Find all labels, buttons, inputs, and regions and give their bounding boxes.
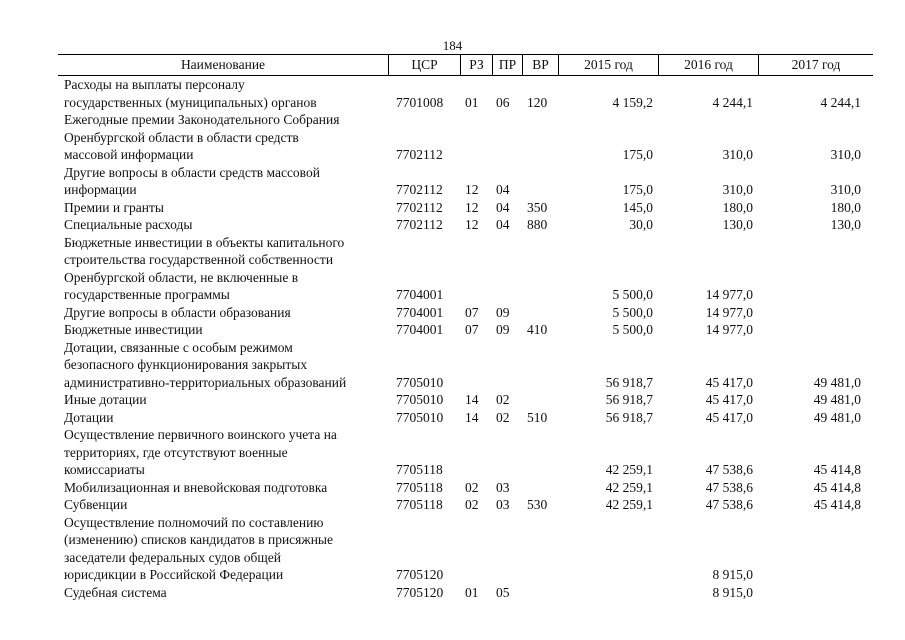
cell-y2016: 180,0 bbox=[722, 199, 753, 215]
cell-y2016: 8 915,0 bbox=[712, 567, 753, 582]
table-row bbox=[58, 234, 873, 304]
cell-rz: 02 bbox=[465, 479, 479, 495]
table-row bbox=[58, 321, 873, 339]
cell-y2016: 14 977,0 bbox=[705, 287, 753, 302]
row-name-line: Иные дотации bbox=[64, 392, 147, 407]
cell-vr: 880 bbox=[527, 217, 548, 232]
cell-csr: 7702112 bbox=[396, 147, 443, 162]
row-name bbox=[58, 111, 394, 164]
row-name-line: Специальные расходы bbox=[64, 217, 193, 232]
cell-y2015: 175,0 bbox=[622, 147, 653, 162]
cell-rz: 14 bbox=[465, 392, 479, 407]
row-name-line: массовой информации bbox=[64, 147, 194, 162]
row-name-line: Премии и гранты bbox=[64, 199, 164, 215]
cell-y2016: 47 538,6 bbox=[705, 497, 753, 512]
cell-pr: 03 bbox=[496, 479, 510, 495]
cell-pr: 04 bbox=[496, 182, 510, 197]
cell-y2016: 45 417,0 bbox=[705, 409, 753, 425]
row-name-line: Ежегодные премии Законодательного Собрания bbox=[64, 112, 340, 127]
cell-y2017: 49 481,0 bbox=[813, 374, 861, 390]
cell-y2016: 4 244,1 bbox=[712, 94, 753, 110]
cell-rz: 01 bbox=[465, 94, 479, 110]
cell-vr: 350 bbox=[527, 199, 548, 215]
row-name bbox=[58, 479, 394, 497]
row-name bbox=[58, 304, 394, 322]
row-name-line: Дотации, связанные с особым режимом bbox=[64, 339, 293, 355]
table-row bbox=[58, 409, 873, 427]
cell-csr: 7704001 bbox=[396, 287, 444, 302]
row-name-line: Бюджетные инвестиции bbox=[64, 322, 203, 337]
table-row bbox=[58, 164, 873, 199]
cell-y2016: 14 977,0 bbox=[705, 304, 753, 320]
row-name bbox=[58, 391, 394, 409]
row-name bbox=[58, 234, 394, 304]
cell-y2017: 45 414,8 bbox=[813, 462, 861, 477]
header-2016: 2016 год bbox=[658, 55, 758, 75]
row-name-line: Оренбургской области в области средств bbox=[64, 129, 299, 145]
row-name-line: административно-территориальных образований bbox=[64, 374, 347, 390]
cell-csr: 7705118 bbox=[396, 479, 443, 495]
table-header bbox=[58, 54, 873, 76]
row-name bbox=[58, 76, 394, 111]
row-name-line: безопасного функционирования закрытых bbox=[64, 357, 308, 372]
cell-rz: 07 bbox=[465, 304, 479, 320]
cell-csr: 7704001 bbox=[396, 304, 444, 320]
cell-y2015: 42 259,1 bbox=[605, 462, 653, 477]
cell-rz: 12 bbox=[465, 217, 479, 232]
cell-y2016: 45 417,0 bbox=[705, 392, 753, 407]
table-row bbox=[58, 76, 873, 111]
header-pr: ПР bbox=[492, 55, 522, 75]
cell-y2017: 310,0 bbox=[830, 147, 861, 162]
cell-y2016: 45 417,0 bbox=[705, 374, 753, 390]
cell-csr: 7702112 bbox=[396, 217, 443, 232]
cell-rz: 01 bbox=[465, 584, 479, 600]
table-row bbox=[58, 514, 873, 584]
header-2015: 2015 год bbox=[558, 55, 658, 75]
header-rz: РЗ bbox=[460, 55, 492, 75]
row-name-line: заседатели федеральных судов общей bbox=[64, 549, 281, 565]
cell-y2016: 130,0 bbox=[722, 217, 753, 232]
row-name-line: государственные программы bbox=[64, 287, 230, 302]
cell-y2015: 42 259,1 bbox=[605, 497, 653, 512]
cell-csr: 7701008 bbox=[396, 94, 444, 110]
row-name bbox=[58, 321, 394, 339]
row-name-line: комиссариаты bbox=[64, 462, 145, 477]
cell-csr: 7705120 bbox=[396, 584, 444, 600]
table-row bbox=[58, 111, 873, 164]
cell-y2016: 8 915,0 bbox=[712, 584, 753, 600]
cell-y2017: 49 481,0 bbox=[813, 409, 861, 425]
row-name-line: Субвенции bbox=[64, 497, 128, 512]
cell-pr: 05 bbox=[496, 584, 510, 600]
cell-pr: 09 bbox=[496, 322, 510, 337]
cell-csr: 7705010 bbox=[396, 374, 444, 390]
cell-rz: 12 bbox=[465, 182, 479, 197]
page-number: 184 bbox=[442, 38, 463, 53]
cell-pr: 09 bbox=[496, 304, 510, 320]
row-name-line: Другие вопросы в области средств массовой bbox=[64, 164, 320, 180]
row-name-line: Мобилизационная и вневойсковая подготовка bbox=[64, 479, 328, 495]
row-name-line: Бюджетные инвестиции в объекты капитального bbox=[64, 234, 345, 250]
cell-rz: 02 bbox=[465, 497, 479, 512]
row-name bbox=[58, 426, 394, 479]
cell-y2015: 56 918,7 bbox=[605, 374, 653, 390]
table-row bbox=[58, 216, 873, 234]
cell-y2017: 45 414,8 bbox=[813, 497, 861, 512]
budget-table bbox=[58, 54, 873, 601]
cell-csr: 7702112 bbox=[396, 182, 443, 197]
table-body bbox=[58, 76, 873, 601]
row-name-line: (изменению) списков кандидатов в присяжные bbox=[64, 532, 333, 547]
cell-pr: 02 bbox=[496, 392, 510, 407]
table-row bbox=[58, 304, 873, 322]
row-name-line: Осуществление полномочий по составлению bbox=[64, 514, 324, 530]
cell-y2015: 4 159,2 bbox=[612, 94, 653, 110]
row-name bbox=[58, 496, 394, 514]
row-name-line: государственных (муниципальных) органов bbox=[64, 94, 317, 110]
row-name-line: территориях, где отсутствуют военные bbox=[64, 444, 288, 460]
cell-csr: 7705120 bbox=[396, 567, 444, 582]
row-name-line: Другие вопросы в области образования bbox=[64, 304, 291, 320]
table-row bbox=[58, 496, 873, 514]
row-name bbox=[58, 199, 394, 217]
row-name bbox=[58, 514, 394, 584]
cell-y2015: 56 918,7 bbox=[605, 392, 653, 407]
table-row bbox=[58, 584, 873, 602]
cell-csr: 7705010 bbox=[396, 392, 444, 407]
cell-y2015: 175,0 bbox=[622, 182, 653, 197]
header-csr: ЦСР bbox=[388, 55, 460, 75]
cell-y2016: 47 538,6 bbox=[705, 462, 753, 477]
row-name-line: Дотации bbox=[64, 409, 114, 425]
cell-csr: 7704001 bbox=[396, 322, 444, 337]
cell-y2016: 310,0 bbox=[722, 147, 753, 162]
cell-y2015: 30,0 bbox=[629, 217, 653, 232]
cell-rz: 12 bbox=[465, 199, 479, 215]
cell-csr: 7705118 bbox=[396, 462, 443, 477]
cell-vr: 410 bbox=[527, 322, 548, 337]
cell-csr: 7702112 bbox=[396, 199, 443, 215]
cell-y2016: 14 977,0 bbox=[705, 322, 753, 337]
cell-pr: 03 bbox=[496, 497, 510, 512]
cell-pr: 06 bbox=[496, 94, 510, 110]
cell-y2015: 42 259,1 bbox=[605, 479, 653, 495]
row-name-line: юрисдикции в Российской Федерации bbox=[64, 567, 284, 582]
cell-csr: 7705010 bbox=[396, 409, 444, 425]
row-name bbox=[58, 164, 394, 199]
row-name-line: Расходы на выплаты персоналу bbox=[64, 77, 245, 92]
row-name bbox=[58, 584, 394, 602]
table-row bbox=[58, 391, 873, 409]
cell-y2017: 45 414,8 bbox=[813, 479, 861, 495]
cell-y2015: 5 500,0 bbox=[612, 322, 653, 337]
cell-pr: 04 bbox=[496, 217, 510, 232]
cell-y2015: 5 500,0 bbox=[612, 304, 653, 320]
row-name bbox=[58, 339, 394, 392]
row-name-line: Оренбургской области, не включенные в bbox=[64, 269, 299, 285]
cell-y2017: 310,0 bbox=[830, 182, 861, 197]
cell-rz: 14 bbox=[465, 409, 479, 425]
cell-y2017: 130,0 bbox=[830, 217, 861, 232]
row-name-line: строительства государственной собственности bbox=[64, 252, 334, 267]
cell-y2015: 145,0 bbox=[622, 199, 653, 215]
row-name-line: Судебная система bbox=[64, 584, 167, 600]
cell-y2015: 5 500,0 bbox=[612, 287, 653, 302]
row-name bbox=[58, 409, 394, 427]
cell-y2015: 56 918,7 bbox=[605, 409, 653, 425]
header-2017: 2017 год bbox=[758, 55, 873, 75]
table-row bbox=[58, 339, 873, 392]
cell-vr: 510 bbox=[527, 409, 548, 425]
row-name bbox=[58, 216, 394, 234]
row-name-line: Осуществление первичного воинского учета на bbox=[64, 427, 337, 442]
header-vr: ВР bbox=[522, 55, 558, 75]
cell-pr: 04 bbox=[496, 199, 510, 215]
table-row bbox=[58, 426, 873, 479]
cell-vr: 530 bbox=[527, 497, 548, 512]
cell-rz: 07 bbox=[465, 322, 479, 337]
row-name-line: информации bbox=[64, 182, 137, 197]
header-name: Наименование bbox=[180, 57, 266, 72]
cell-y2017: 4 244,1 bbox=[820, 94, 861, 110]
cell-y2017: 49 481,0 bbox=[813, 392, 861, 407]
cell-y2017: 180,0 bbox=[830, 199, 861, 215]
cell-pr: 02 bbox=[496, 409, 510, 425]
table-row bbox=[58, 479, 873, 497]
cell-csr: 7705118 bbox=[396, 497, 443, 512]
cell-vr: 120 bbox=[527, 94, 548, 110]
table-row bbox=[58, 199, 873, 217]
cell-y2016: 47 538,6 bbox=[705, 479, 753, 495]
cell-y2016: 310,0 bbox=[722, 182, 753, 197]
